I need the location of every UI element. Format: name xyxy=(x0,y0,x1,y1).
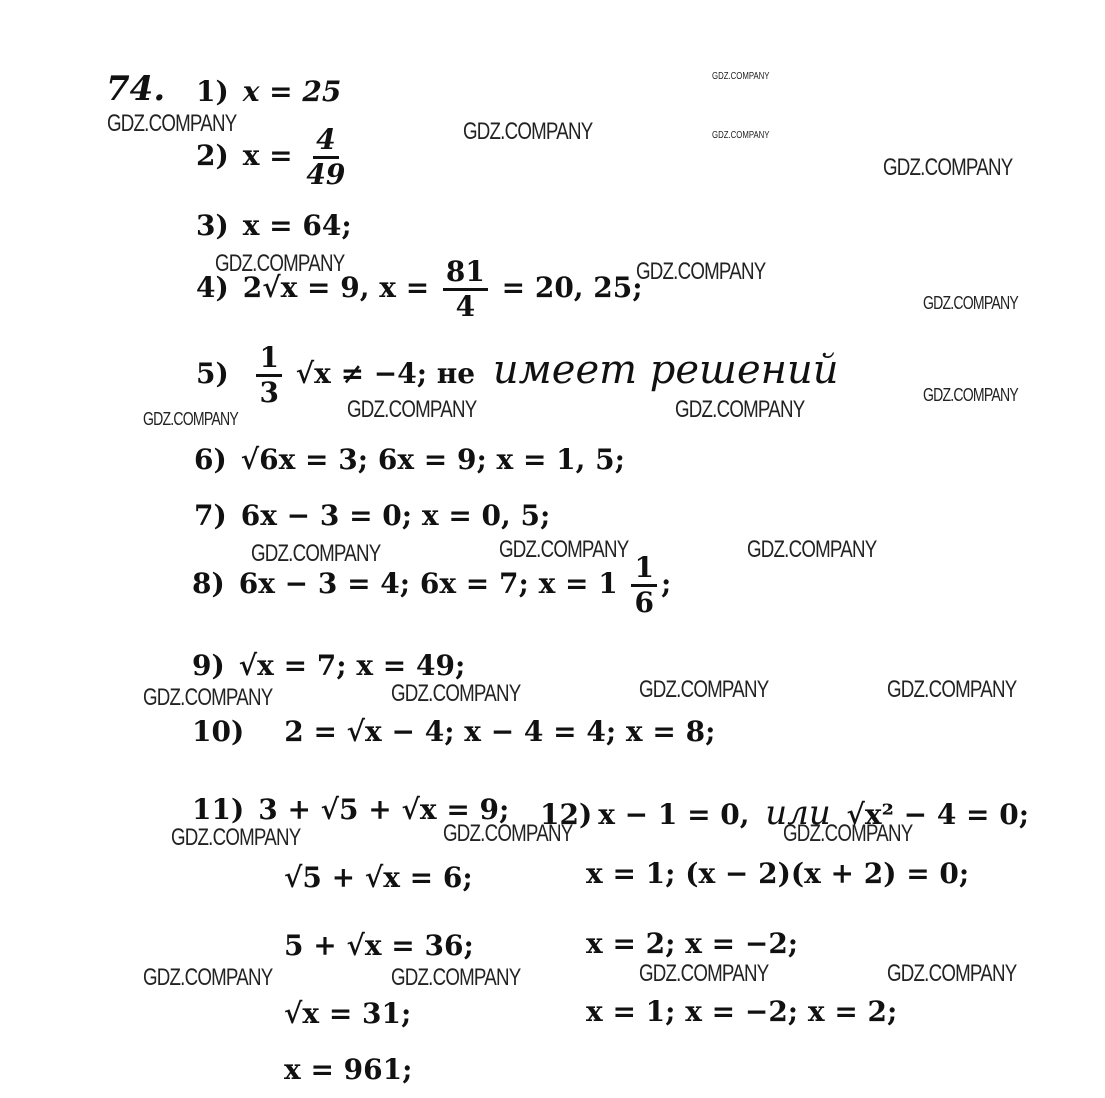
item-number: 12) xyxy=(540,798,593,831)
item-number: 1) xyxy=(196,75,229,108)
col-left-line-3: √x = 31; xyxy=(284,997,412,1030)
fraction xyxy=(631,551,656,619)
item-rhs: √x² − 4 = 0; xyxy=(846,798,1030,831)
watermark: GDZ.COMPANY xyxy=(783,820,913,847)
item-rhs: ; xyxy=(660,567,672,600)
problem-number: 74. xyxy=(106,69,166,109)
col-right-line-2: x = 2; x = −2; xyxy=(586,927,799,960)
item-1 xyxy=(196,75,342,108)
col-left-line-1: √5 + √x = 6; xyxy=(284,861,473,894)
item-number: 3) xyxy=(196,209,229,242)
item-text: √x = 7; x = 49; xyxy=(238,649,466,682)
watermark: GDZ.COMPANY xyxy=(171,824,301,851)
fraction-numerator: 4 xyxy=(313,126,338,159)
watermark: GDZ.COMPANY xyxy=(443,820,573,847)
watermark: GDZ.COMPANY xyxy=(391,964,521,991)
fraction xyxy=(256,341,281,409)
item-text: x = 25 xyxy=(242,75,342,108)
watermark: GDZ.COMPANY xyxy=(747,536,877,563)
watermark: GDZ.COMPANY xyxy=(107,110,237,137)
col-right-line-1: x = 1; (x − 2)(x + 2) = 0; xyxy=(586,857,970,890)
watermark: GDZ.COMPANY xyxy=(347,396,477,423)
item-rhs: √x ≠ −4; не xyxy=(295,357,476,390)
item-number: 8) xyxy=(192,567,225,600)
fraction xyxy=(306,123,346,191)
watermark: GDZ.COMPANY xyxy=(143,964,273,991)
item-number: 6) xyxy=(194,443,227,476)
item-3 xyxy=(196,209,352,242)
fraction-numerator: 1 xyxy=(631,554,656,587)
watermark: GDZ.COMPANY xyxy=(391,680,521,707)
watermark: GDZ.COMPANY xyxy=(636,258,766,285)
item-9 xyxy=(192,649,466,682)
watermark: GDZ.COMPANY xyxy=(463,118,593,145)
col-left-line-2: 5 + √x = 36; xyxy=(284,929,474,962)
fraction-denominator: 4 xyxy=(455,290,476,323)
fraction-denominator: 3 xyxy=(259,376,279,409)
watermark: GDZ.COMPANY xyxy=(499,536,629,563)
watermark: GDZ.COMPANY xyxy=(712,130,770,141)
item-number: 10) xyxy=(192,715,245,748)
watermark: GDZ.COMPANY xyxy=(887,676,1017,703)
watermark: GDZ.COMPANY xyxy=(143,684,273,711)
item-7 xyxy=(194,499,551,532)
fraction-denominator: 49 xyxy=(306,158,346,191)
item-6 xyxy=(194,443,625,476)
watermark: GDZ.COMPANY xyxy=(923,293,1018,313)
item-lhs: 2√x = 9, x = xyxy=(242,271,430,304)
watermark: GDZ.COMPANY xyxy=(143,409,238,429)
item-10 xyxy=(192,715,716,748)
item-text: 2 = √x − 4; x − 4 = 4; x = 8; xyxy=(284,715,716,748)
item-lhs: 6x − 3 = 4; 6x = 7; x = 1 xyxy=(238,567,618,600)
watermark: GDZ.COMPANY xyxy=(639,960,769,987)
handwritten-note: имеет решений xyxy=(492,347,839,393)
watermark: GDZ.COMPANY xyxy=(251,540,381,567)
fraction-numerator: 81 xyxy=(443,258,488,291)
fraction xyxy=(443,255,488,323)
watermark: GDZ.COMPANY xyxy=(923,385,1018,405)
item-text: x = 64; xyxy=(242,209,352,242)
item-text: 6x − 3 = 0; x = 0, 5; xyxy=(240,499,551,532)
watermark: GDZ.COMPANY xyxy=(639,676,769,703)
watermark: GDZ.COMPANY xyxy=(712,71,770,82)
item-text: 3 + √5 + √x = 9; xyxy=(258,793,510,826)
fraction-denominator: 6 xyxy=(634,586,654,619)
col-right-line-3: x = 1; x = −2; x = 2; xyxy=(586,995,898,1028)
item-number: 11) xyxy=(192,793,245,826)
item-number: 4) xyxy=(196,271,229,304)
watermark: GDZ.COMPANY xyxy=(215,250,345,277)
item-text: √6x = 3; 6x = 9; x = 1, 5; xyxy=(240,443,625,476)
item-number: 9) xyxy=(192,649,225,682)
item-number: 2) xyxy=(196,139,229,172)
item-lhs: x = xyxy=(242,139,293,172)
item-rhs: = 20, 25; xyxy=(501,271,643,304)
item-number: 5) xyxy=(196,357,229,390)
item-number: 7) xyxy=(194,499,227,532)
fraction-numerator: 1 xyxy=(256,344,281,377)
watermark: GDZ.COMPANY xyxy=(883,154,1013,181)
watermark: GDZ.COMPANY xyxy=(887,960,1017,987)
watermark: GDZ.COMPANY xyxy=(675,396,805,423)
handwritten-note: или xyxy=(765,793,831,833)
item-text: x − 1 = 0, xyxy=(598,798,750,831)
col-left-line-4: x = 961; xyxy=(284,1053,413,1086)
